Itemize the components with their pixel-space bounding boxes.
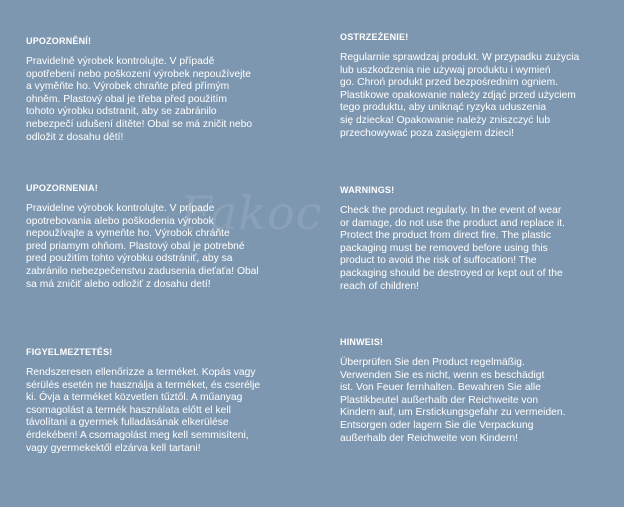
- section-body: Pravidelně výrobek kontrolujte. V případě opotřebení nebo poškození výrobek nepoužívejte a vyměňte ho. Výrobek chraňte před přímým ohněm. Plastový obal je třeba před použitím tohoto výrobku odstranit, aby se zabránilo nebezpečí udušení dítěte! Obal se má zničit nebo odložit z dosahu dětí!: [26, 56, 253, 143]
- section-body: Überprüfen Sie den Product regelmäßig. Verwenden Sie es nicht, wenn es beschädigt ist. Von Feuer fernhalten. Bewahren Sie alle Plastikbeutel außerhalb der Reichweite von Kindern auf, um Erstickungsgefahr zu vermeiden. Entsorgen oder lagern Sie die Verpackung außerhalb der Reichweite von Kindern!: [340, 357, 566, 444]
- warning-section-hungarian: [26, 347, 298, 455]
- section-body: Pravidelne výrobok kontrolujte. V prípade opotrebovania alebo poškodenia výrobok nepoužívajte a vymeňte ho. Výrobok chráňte pred priamym ohňom. Plastový obal je potrebné pred použitím tohto výrobku odstrániť, aby sa zabránilo nebezpečenstvu zadusenia dieťaťa! Obal sa má zničiť alebo odložiť z dosahu detí!: [26, 203, 259, 290]
- section-body: Check the product regularly. In the event of wear or damage, do not use the product and replace it. Protect the product from direct fire. The plastic packaging must be removed before using this product to avoid the risk of suffocation! The packaging should be destroyed or kept out of the reach of children!: [340, 205, 565, 292]
- section-heading: UPOZORNENIA!: [26, 183, 98, 193]
- section-heading: HINWEIS!: [340, 337, 384, 347]
- section-heading: FIGYELMEZTETÉS!: [26, 347, 113, 357]
- section-body: Regularnie sprawdzaj produkt. W przypadku zużycia lub uszkodzenia nie używaj produktu i wymień go. Chroń produkt przed bezpośrednim ogniem. Plastikowe opakowanie należy zdjąć przed użyciem tego produktu, aby uniknąć ryzyka uduszenia się dziecka! Opakowanie należy zniszczyć lub przechowywać poza zasięgiem dzieci!: [340, 52, 580, 139]
- section-heading: WARNINGS!: [340, 185, 395, 195]
- warning-section-english: [340, 185, 612, 293]
- section-body: Rendszeresen ellenőrizze a terméket. Kopás vagy sérülés esetén ne használja a terméket, és cserélje ki. Óvja a terméket közvetlen tűztől. A műanyag csomagolást a termék használata előtt el kell távolítani a gyermek fulladásának elkerülése érdekében! A csomagolást meg kell semmisíteni, vagy gyermekektől elzárva kell tartani!: [26, 367, 261, 454]
- warning-section-slovak: [26, 183, 298, 291]
- warning-section-german: [340, 337, 612, 445]
- section-heading: OSTRZEŻENIE!: [340, 32, 409, 42]
- warning-section-polish: [340, 32, 612, 140]
- section-heading: UPOZORNĚNÍ!: [26, 36, 92, 46]
- warning-section-czech: [26, 36, 298, 144]
- watermark-logo: Fakoc: [180, 186, 323, 240]
